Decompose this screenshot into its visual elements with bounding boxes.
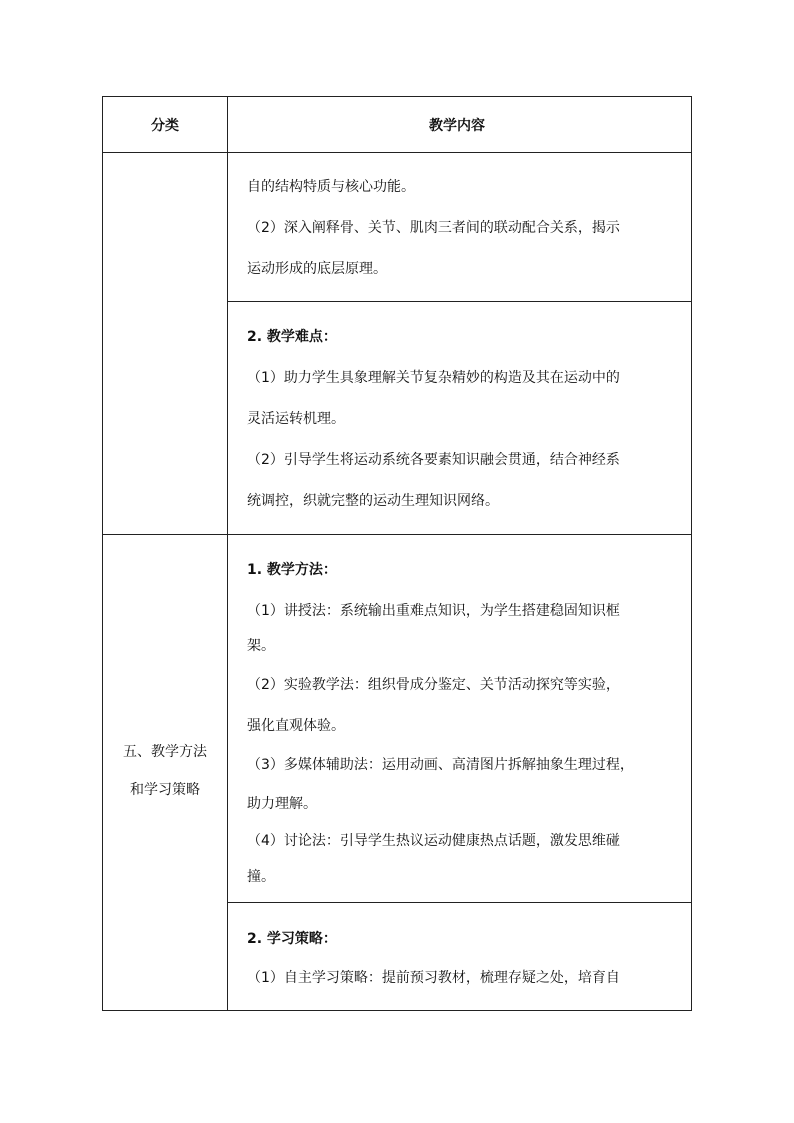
category-label-line: 和学习策略 [130,782,200,798]
strategies-title: 2. 学习策略： [247,931,337,947]
category-label-line: 五、教学方法 [123,744,207,760]
content-line: 灵活运转机理。 [247,411,345,427]
column-divider [227,97,228,1010]
row-divider [103,534,691,535]
content-line: （1）自主学习策略：提前预习教材，梳理存疑之处，培育自 [247,970,620,986]
content-line: 助力理解。 [247,796,317,812]
methods-title: 1. 教学方法： [247,562,337,578]
difficulties-title: 2. 教学难点： [247,329,337,345]
header-row-divider [103,152,691,153]
category-cell-section-five [103,733,227,809]
content-line: 撞。 [247,869,275,885]
category-header: 分类 [151,118,179,134]
content-line: （2）引导学生将运动系统各要素知识融会贯通，结合神经系 [247,452,620,468]
content-line: （3）多媒体辅助法：运用动画、高清图片拆解抽象生理过程， [247,757,634,773]
content-line: （1）讲授法：系统输出重难点知识，为学生搭建稳固知识框 [247,603,620,619]
content-line: 运动形成的底层原理。 [247,261,387,277]
content-line: （4）讨论法：引导学生热议运动健康热点话题，激发思维碰 [247,833,620,849]
content-line: 架。 [247,638,275,654]
content-line: （2）实验教学法：组织骨成分鉴定、关节活动探究等实验， [247,677,620,693]
cell-divider [227,301,691,302]
lesson-plan-table [102,96,692,1011]
content-line: 强化直观体验。 [247,718,345,734]
content-header: 教学内容 [429,118,485,134]
cell-divider [227,902,691,903]
content-line: 自的结构特质与核心功能。 [247,179,415,195]
content-line: （1）助力学生具象理解关节复杂精妙的构造及其在运动中的 [247,370,620,386]
content-line: （2）深入阐释骨、关节、肌肉三者间的联动配合关系，揭示 [247,220,620,236]
content-line: 统调控，织就完整的运动生理知识网络。 [247,493,499,509]
